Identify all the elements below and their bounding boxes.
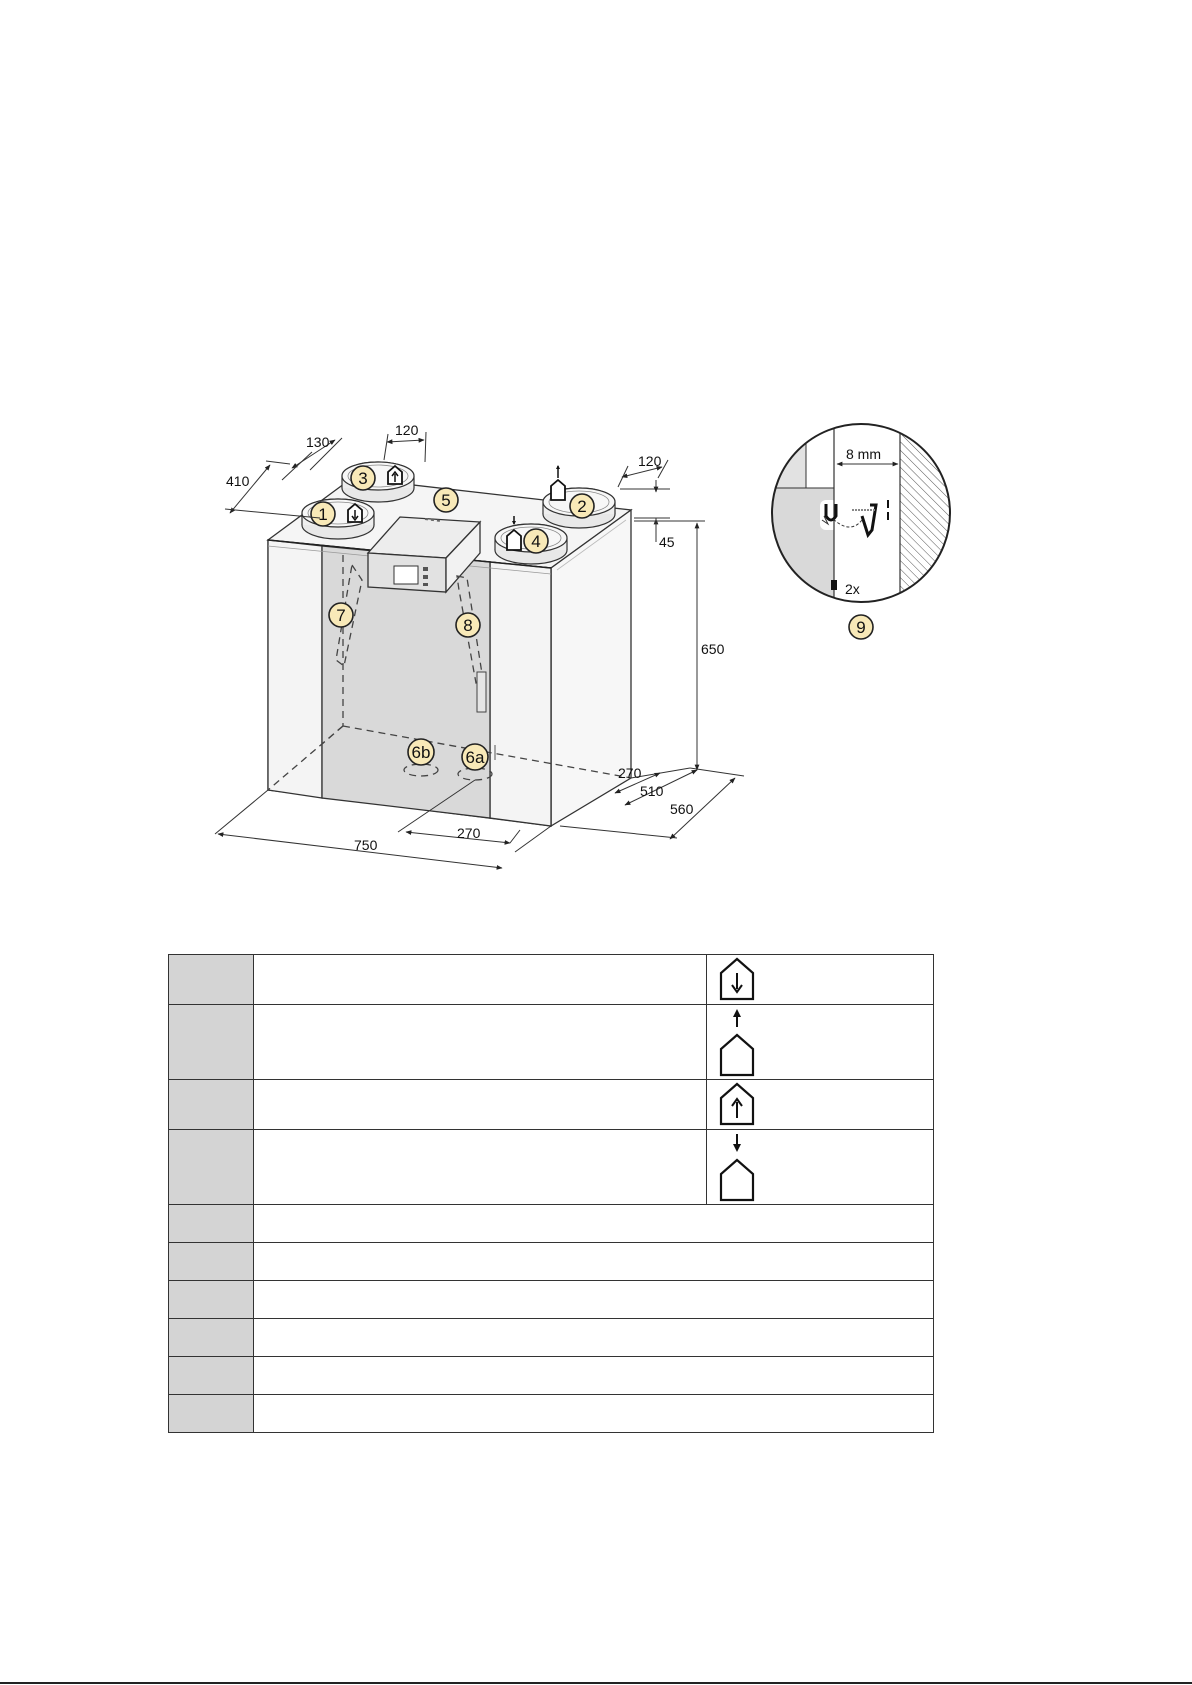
legend-row-number-cell [169,1243,254,1281]
legend-row-symbol-cell [707,955,934,1005]
legend-row-description-cell [254,955,707,1005]
wall-mount-detail [770,420,960,620]
house-arrow-up-outside-icon [707,1005,933,1079]
svg-text:2: 2 [577,497,587,516]
house-arrow-down-outside-icon [707,1130,933,1204]
dimension-45: 45 [659,534,675,550]
legend-row-number-cell [169,1080,254,1130]
legend-row-9 [169,1357,934,1395]
dimension-270-side: 270 [618,765,642,781]
unit-front-right-column [490,562,551,826]
legend-row-symbol-cell [707,1130,934,1205]
page-bottom-rule [0,1682,1192,1684]
legend-row-10 [169,1395,934,1433]
legend-row-number-cell [169,1357,254,1395]
dimension-650: 650 [701,641,725,657]
dimension-750: 750 [354,837,378,853]
legend-row-description-cell [254,1005,707,1080]
legend-row-8 [169,1319,934,1357]
legend-row-2 [169,1005,934,1080]
dimension-510: 510 [640,783,664,799]
svg-text:3: 3 [358,469,368,488]
svg-text:4: 4 [531,532,541,551]
legend-row-number-cell [169,1319,254,1357]
legend-row-number-cell [169,1395,254,1433]
dimension-560: 560 [670,801,694,817]
legend-row-number-cell [169,1281,254,1319]
legend-row-description-cell [254,1080,707,1130]
callout-1 [311,502,335,526]
legend-row-5 [169,1205,934,1243]
dimension-120-left: 120 [395,422,419,438]
legend-row-description-cell [254,1243,934,1281]
unit-front-left-column [268,540,322,798]
legend-row-1 [169,955,934,1005]
svg-text:9: 9 [856,618,866,637]
legend-table [168,954,934,1433]
control-display [394,566,418,584]
callout-4 [524,529,548,553]
svg-text:7: 7 [336,606,346,625]
legend-row-7 [169,1281,934,1319]
house-arrow-up-inside-icon [707,1080,933,1129]
dimension-120-right: 120 [638,453,662,469]
legend-row-symbol-cell [707,1080,934,1130]
filter-8-handle [477,672,486,712]
svg-text:8: 8 [463,616,473,635]
legend-row-number-cell [169,1130,254,1205]
legend-row-number-cell [169,955,254,1005]
legend-row-description-cell [254,1319,934,1357]
legend-row-number-cell [169,1005,254,1080]
legend-row-description-cell [254,1205,934,1243]
legend-row-6 [169,1243,934,1281]
legend-row-3 [169,1080,934,1130]
svg-text:1: 1 [318,505,328,524]
legend-row-description-cell [254,1395,934,1433]
callout-5 [434,488,458,512]
svg-text:5: 5 [441,491,451,510]
dimension-130: 130 [306,434,330,450]
callout-6a [462,744,488,770]
callout-6b [408,739,434,765]
house-arrow-up-outside-icon-2 [551,465,565,500]
legend-row-number-cell [169,1205,254,1243]
count-2x-label: 2x [845,581,860,597]
callout-9 [849,615,873,639]
legend-row-description-cell [254,1130,707,1205]
legend-row-4 [169,1130,934,1205]
svg-text:6b: 6b [411,743,431,762]
callout-3 [351,466,375,490]
callout-7 [329,603,353,627]
svg-text:6a: 6a [465,748,485,767]
dimension-270-front: 270 [457,825,481,841]
callout-2 [570,494,594,518]
dimension-410: 410 [226,473,250,489]
house-arrow-down-inside-icon [707,955,933,1004]
legend-row-description-cell [254,1357,934,1395]
gap-8mm-label: 8 mm [846,446,881,462]
legend-row-symbol-cell [707,1005,934,1080]
legend-row-description-cell [254,1281,934,1319]
callout-8 [456,613,480,637]
